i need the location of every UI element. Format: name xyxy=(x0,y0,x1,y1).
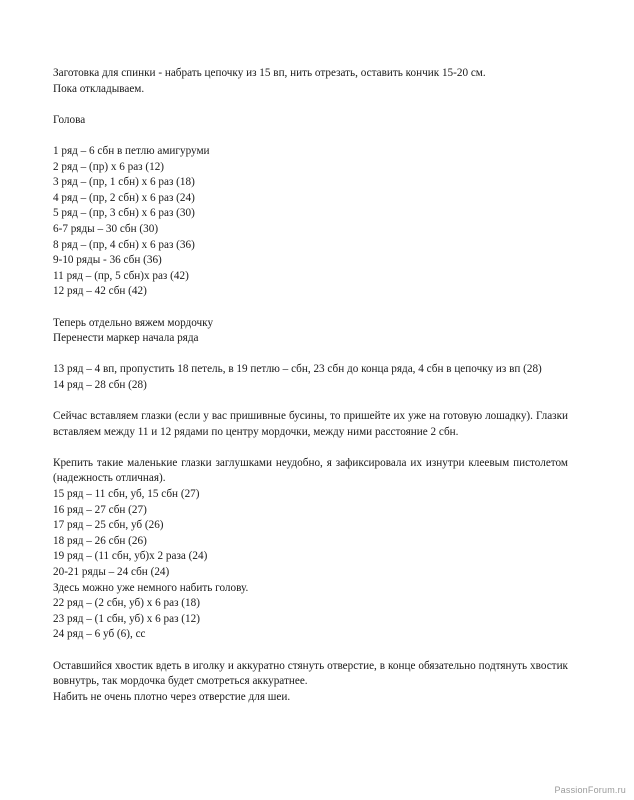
pattern-row: 5 ряд – (пр, 3 сбн) х 6 раз (30) xyxy=(53,207,195,220)
head-title-block xyxy=(53,113,568,129)
pattern-row: 16 ряд – 27 сбн (27) xyxy=(53,503,147,516)
section-heading: Голова xyxy=(53,113,86,126)
pattern-row: 18 ряд – 26 сбн (26) xyxy=(53,534,147,547)
muzzle-block xyxy=(53,316,568,347)
pattern-row: 6-7 ряды – 30 сбн (30) xyxy=(53,222,159,235)
pattern-row: 1 ряд – 6 сбн в петлю амигуруми xyxy=(53,144,210,157)
intro-line: Заготовка для спинки - набрать цепочку из 15 вп, нить отрезать, оставить кончик 15-20 см. xyxy=(53,67,486,79)
pattern-row: 23 ряд – (1 сбн, уб) х 6 раз (12) xyxy=(53,612,200,625)
pattern-row: 14 ряд – 28 сбн (28) xyxy=(53,378,147,391)
pattern-row: 4 ряд – (пр, 2 сбн) х 6 раз (24) xyxy=(53,191,195,204)
pattern-row: 12 ряд – 42 сбн (42) xyxy=(53,285,147,298)
document-page xyxy=(53,66,568,705)
instruction-line: Набить не очень плотно через отверстие для шеи. xyxy=(53,690,291,703)
instruction-line: Здесь можно уже немного набить голову. xyxy=(53,581,249,594)
pattern-row: 17 ряд – 25 сбн, уб (26) xyxy=(53,519,164,532)
pattern-row: 8 ряд – (пр, 4 сбн) х 6 раз (36) xyxy=(53,238,195,251)
eyes-block xyxy=(53,409,568,440)
pattern-row: 22 ряд – (2 сбн, уб) х 6 раз (18) xyxy=(53,597,200,610)
pattern-row: 20-21 ряды – 24 сбн (24) xyxy=(53,566,170,578)
pattern-row: 15 ряд – 11 сбн, уб, 15 сбн (27) xyxy=(53,488,200,501)
site-watermark: PassionForum.ru xyxy=(554,785,626,795)
finish-block xyxy=(53,659,568,706)
pattern-row: 3 ряд – (пр, 1 сбн) х 6 раз (18) xyxy=(53,176,195,189)
pattern-row: 19 ряд – (11 сбн, уб)х 2 раза (24) xyxy=(53,550,208,563)
head-rows xyxy=(53,144,568,300)
instruction-paragraph: Крепить такие маленькие глазки заглушками неудобно, я зафиксировала их изнутри клеевым пистолетом (надежность отличная). xyxy=(53,456,568,485)
instruction-line: Теперь отдельно вяжем мордочку xyxy=(53,316,214,329)
pattern-row: 9-10 ряды - 36 сбн (36) xyxy=(53,254,162,267)
pattern-row: 13 ряд – 4 вп, пропустить 18 петель, в 19 петлю – сбн, 23 сбн до конца ряда, 4 сбн в цепочку из вп (28) xyxy=(53,363,542,376)
pattern-row: 2 ряд – (пр) х 6 раз (12) xyxy=(53,160,165,173)
intro-line: Пока откладываем. xyxy=(53,82,145,95)
pattern-row: 11 ряд – (пр, 5 сбн)х раз (42) xyxy=(53,269,189,282)
fix-block xyxy=(53,456,568,643)
instruction-paragraph: Оставшийся хвостик вдеть в иголку и аккуратно стянуть отверстие, в конце обязательно подтянуть хвостик вовнутрь, так мордочка будет смотреться аккуратнее. xyxy=(53,659,568,688)
rows-13-14 xyxy=(53,362,568,393)
intro-block xyxy=(53,66,568,97)
instruction-line: Перенести маркер начала ряда xyxy=(53,332,199,345)
instruction-paragraph: Сейчас вставляем глазки (если у вас пришивные бусины, то пришейте их уже на готовую лошадку). Глазки вставляем между 11 и 12 рядами по центру мордочки, между ними расстояние 2 сбн. xyxy=(53,410,568,438)
pattern-row: 24 ряд – 6 уб (6), сс xyxy=(53,628,146,641)
